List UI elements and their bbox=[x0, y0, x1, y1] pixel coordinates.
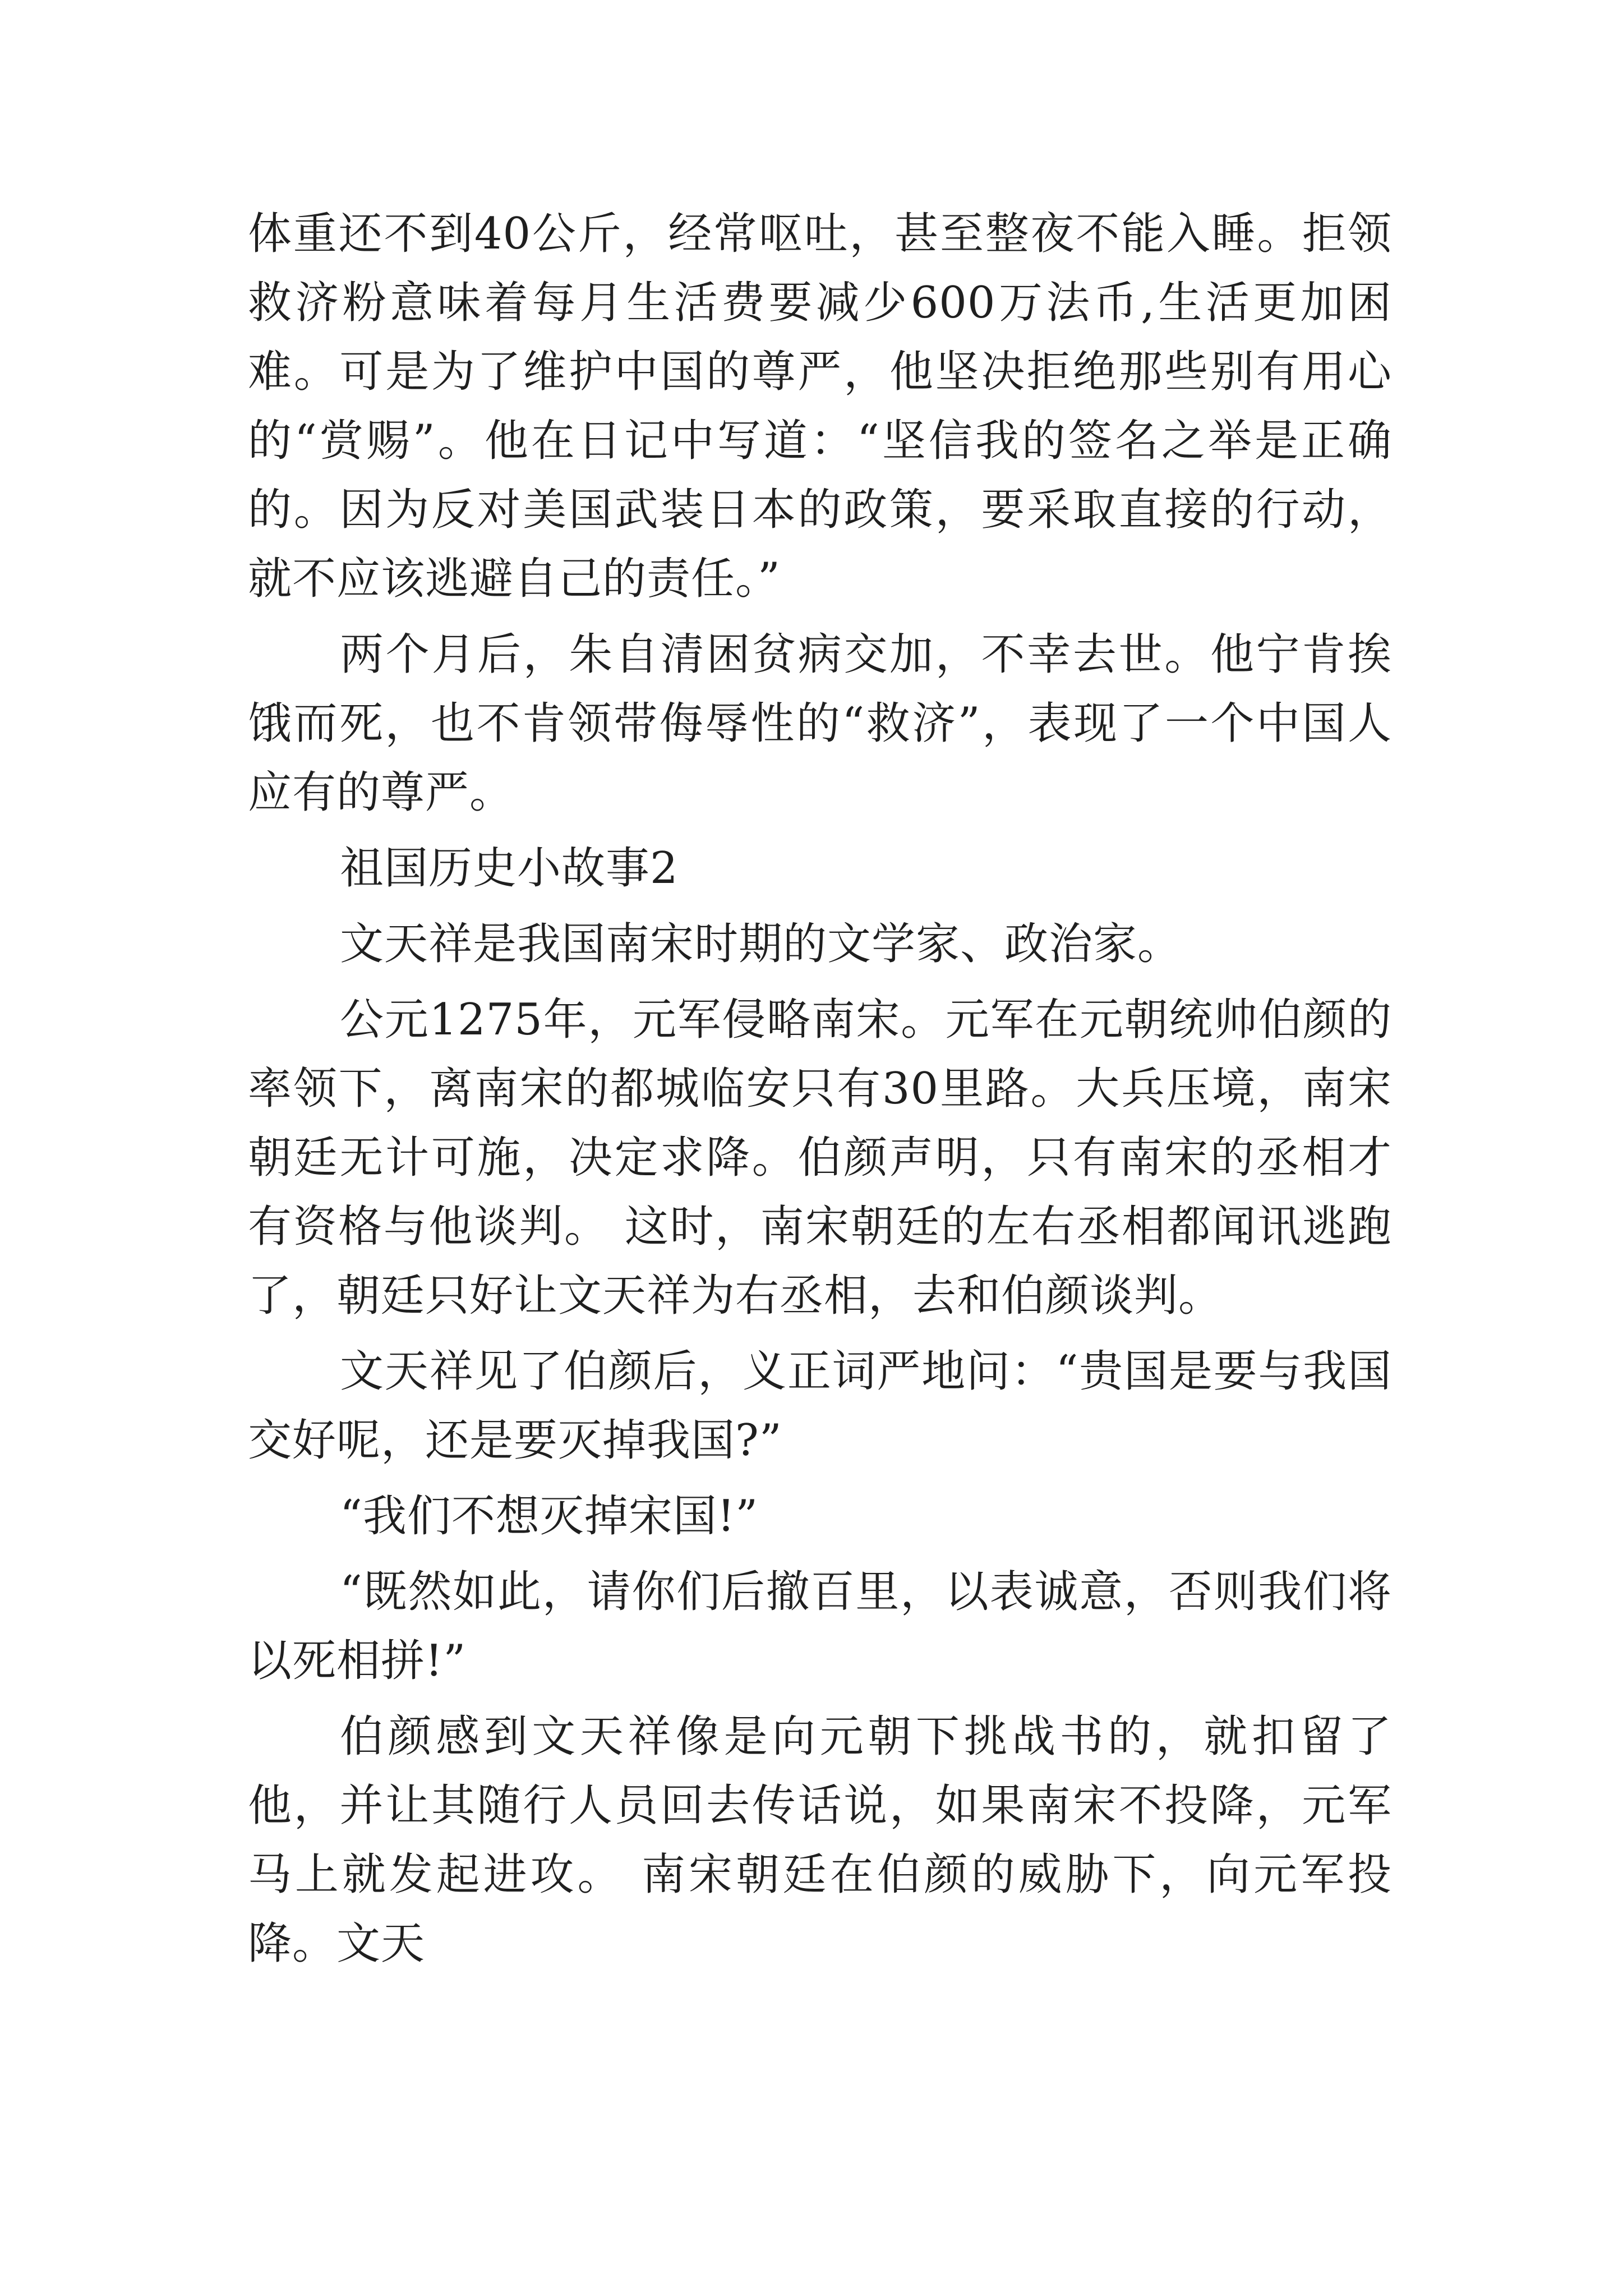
paragraph-6: “我们不想灭掉宋国!” bbox=[340, 1491, 759, 1542]
paragraph-2: 两个月后，朱自清困贫病交加，不幸去世。他宁肯挨饿而死，也不肯领带侮辱性的“救济”，表现了一个中国人应有的尊严。 bbox=[248, 629, 1392, 818]
paragraph-5: 文天祥见了伯颜后，义正词严地问：“贵国是要与我国交好呢，还是要灭掉我国?” bbox=[248, 1346, 1392, 1466]
paragraph-1: 体重还不到40公斤，经常呕吐，甚至整夜不能入睡。拒领救济粉意味着每月生活费要减少600万法币,生活更加困难。可是为了维护中国的尊严，他坚决拒绝那些别有用心的“赏赐”。他在日记中写道：“坚信我的签名之举是正确的。因为反对美国武装日本的政策，要采取直接的行动，就不应该逃避自己的责任。” bbox=[248, 209, 1392, 604]
paragraph-7: “既然如此，请你们后撤百里，以表诚意，否则我们将以死相拼!” bbox=[248, 1567, 1392, 1686]
paragraph-4: 公元1275年，元军侵略南宋。元军在元朝统帅伯颜的率领下，离南宋的都城临安只有30里路。大兵压境，南宋朝廷无计可施，决定求降。伯颜声明，只有南宋的丞相才有资格与他谈判。 这时，南宋朝廷的左右丞相都闻讯逃跑了，朝廷只好让文天祥为右丞相，去和伯颜谈判。 bbox=[248, 995, 1392, 1321]
paragraph-3: 文天祥是我国南宋时期的文学家、政治家。 bbox=[340, 919, 1182, 969]
section-heading: 祖国历史小故事2 bbox=[340, 843, 679, 894]
document-body bbox=[248, 200, 1392, 1985]
paragraph-8: 伯颜感到文天祥像是向元朝下挑战书的，就扣留了他，并让其随行人员回去传话说，如果南宋不投降，元军马上就发起进攻。 南宋朝廷在伯颜的威胁下，向元军投降。文天 bbox=[248, 1711, 1392, 1969]
